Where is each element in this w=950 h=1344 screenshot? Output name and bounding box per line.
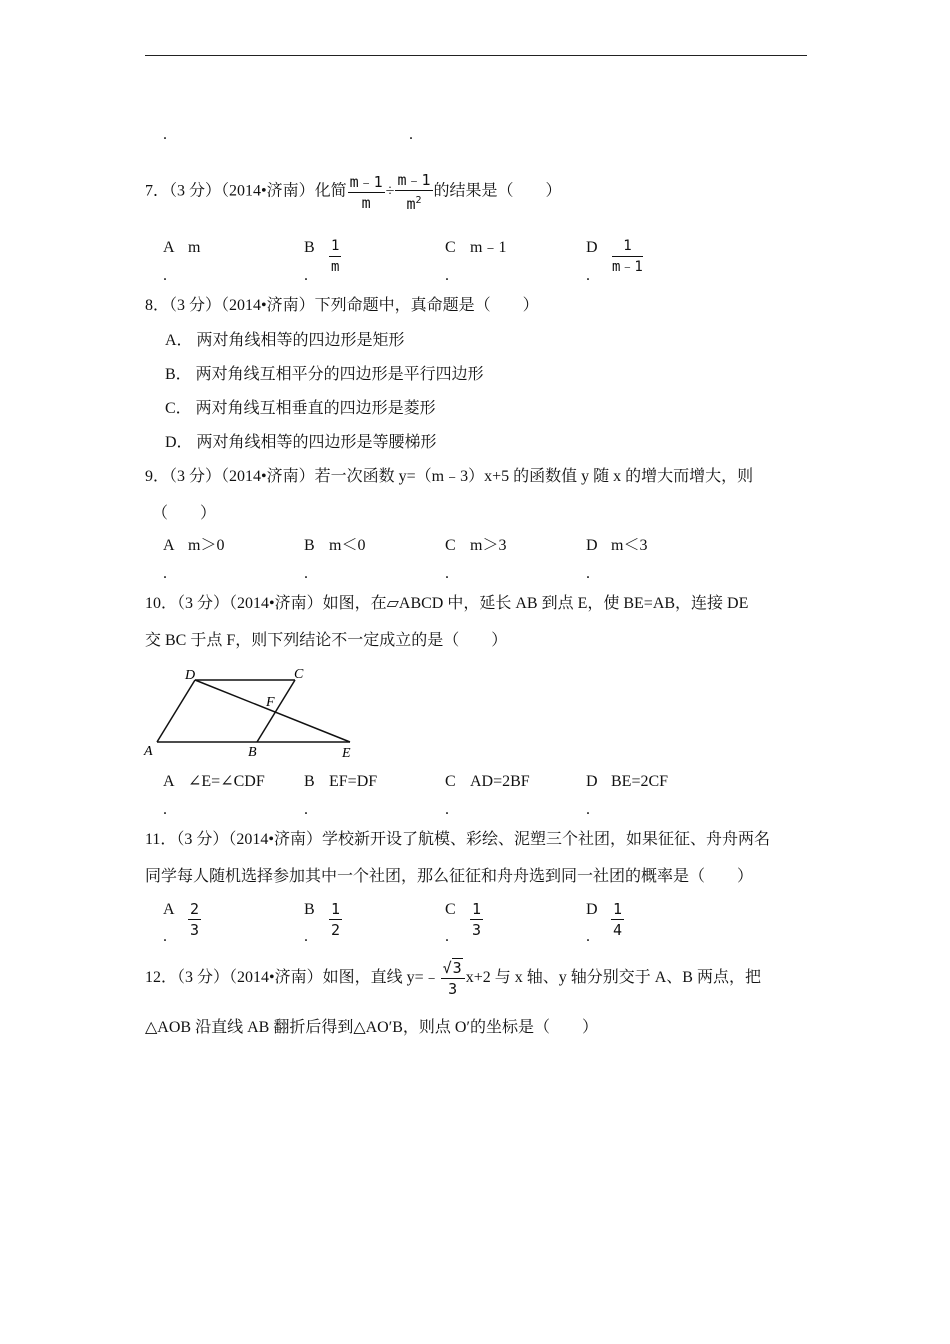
parallelogram-figure bbox=[140, 660, 370, 760]
question-12-stem-line2: △AOB 沿直线 AB 翻折后得到△AO′B，则点 O′的坐标是（ ） bbox=[145, 1019, 598, 1036]
option-dot: . bbox=[586, 267, 590, 284]
q8-choice-d: D． 两对角线相等的四边形是等腰梯形 bbox=[165, 434, 437, 451]
q11-c-num: 1 bbox=[472, 900, 482, 918]
q12-prefix: 12．（3 分）（2014•济南）如图，直线 y=﹣ bbox=[145, 969, 440, 987]
segment-cb bbox=[257, 680, 295, 742]
q7-option-a-letter: A bbox=[163, 239, 175, 256]
question-9-stem-line1: 9．（3 分）（2014•济南）若一次函数 y=（m﹣3）x+5 的函数值 y 随 x 的增大而增大，则 bbox=[145, 468, 754, 485]
option-dot: . bbox=[445, 267, 449, 284]
q11-a-num: 2 bbox=[190, 900, 200, 918]
q7-frac2-den bbox=[395, 191, 432, 214]
q7-fraction-1 bbox=[348, 172, 385, 213]
q11-b-den: 2 bbox=[331, 921, 341, 939]
q10-option-b-text: EF=DF bbox=[329, 773, 378, 790]
q11-option-d-fraction bbox=[611, 899, 624, 940]
q11-c-den: 3 bbox=[472, 921, 482, 939]
q12-radicand: 3 bbox=[452, 959, 462, 977]
q8-choice-a: A． 两对角线相等的四边形是矩形 bbox=[165, 332, 405, 349]
segment-de bbox=[195, 680, 350, 742]
q9-option-d-letter: D bbox=[586, 537, 598, 554]
q9-option-c-letter: C bbox=[445, 537, 456, 554]
option-dot: . bbox=[163, 928, 167, 945]
label-c: C bbox=[294, 667, 304, 682]
option-dot: . bbox=[163, 801, 167, 818]
q7-frac1-num: m﹣1 bbox=[349, 172, 383, 191]
option-dot: . bbox=[163, 267, 167, 284]
question-11-stem-line1: 11．（3 分）（2014•济南）学校新开设了航模、彩绘、泥塑三个社团，如果征征、舟舟两名 bbox=[145, 831, 771, 848]
q12-suffix: x+2 与 x 轴、y 轴分别交于 A、B 两点，把 bbox=[465, 969, 761, 987]
q10-option-d-letter: D bbox=[586, 773, 598, 790]
q11-a-den: 3 bbox=[190, 921, 200, 939]
option-dot: . bbox=[445, 928, 449, 945]
option-dot: . bbox=[445, 801, 449, 818]
label-f: F bbox=[266, 695, 275, 710]
segment-da bbox=[157, 680, 195, 742]
q8-choice-b: B． 两对角线互相平分的四边形是平行四边形 bbox=[165, 366, 484, 383]
q11-b-num: 1 bbox=[331, 900, 341, 918]
q9-option-a-letter: A bbox=[163, 537, 175, 554]
q7-suffix: 的结果是（ ） bbox=[433, 182, 562, 200]
option-dot: . bbox=[586, 801, 590, 818]
q11-option-a-fraction bbox=[188, 899, 201, 940]
stray-dot: . bbox=[409, 126, 413, 143]
q11-option-c-fraction bbox=[470, 899, 483, 940]
q10-option-a-text: ∠E=∠CDF bbox=[188, 773, 265, 790]
q7-option-d-fraction bbox=[612, 236, 643, 277]
q8-choice-c: C． 两对角线互相垂直的四边形是菱形 bbox=[165, 400, 436, 417]
q7-divide: ÷ bbox=[385, 182, 395, 200]
q7-option-c-letter: C bbox=[445, 239, 456, 256]
option-dot: . bbox=[445, 565, 449, 582]
label-d: D bbox=[185, 668, 196, 683]
q7-option-a-text: m bbox=[188, 239, 201, 256]
label-b: B bbox=[248, 745, 257, 760]
q10-option-b-letter: B bbox=[304, 773, 315, 790]
q9-option-a-text: m＞0 bbox=[188, 537, 225, 554]
q11-option-b-letter: B bbox=[304, 901, 315, 918]
q7-d-den: m﹣1 bbox=[612, 259, 643, 275]
question-10-stem-line1: 10．（3 分）（2014•济南）如图，在▱ABCD 中，延长 AB 到点 E，使 BE=AB，连接 DE bbox=[145, 595, 749, 612]
option-dot: . bbox=[586, 565, 590, 582]
q10-option-d-text: BE=2CF bbox=[611, 773, 669, 790]
q7-option-b-letter: B bbox=[304, 239, 315, 256]
q7-frac2-num: m﹣1 bbox=[397, 171, 431, 189]
q9-option-d-text: m＜3 bbox=[611, 537, 648, 554]
q7-option-c-text: m﹣1 bbox=[470, 239, 507, 256]
q7-option-d-letter: D bbox=[586, 239, 598, 256]
q7-b-den: m bbox=[331, 259, 340, 275]
q9-option-b-letter: B bbox=[304, 537, 315, 554]
q7-option-b-fraction bbox=[329, 236, 341, 277]
q11-option-b-fraction bbox=[329, 899, 342, 940]
q12-frac-num: √3 bbox=[441, 958, 465, 979]
question-12-stem-line1 bbox=[145, 958, 761, 999]
header-rule bbox=[145, 55, 807, 56]
question-11-stem-line2: 同学每人随机选择参加其中一个社团，那么征征和舟舟选到同一社团的概率是（ ） bbox=[145, 868, 754, 885]
q7-frac2-den-exp: 2 bbox=[415, 195, 422, 206]
option-dot: . bbox=[304, 928, 308, 945]
question-10-stem-line2: 交 BC 于点 F，则下列结论不一定成立的是（ ） bbox=[145, 632, 508, 649]
question-8-stem: 8．（3 分）（2014•济南）下列命题中，真命题是（ ） bbox=[145, 297, 539, 314]
q10-option-c-text: AD=2BF bbox=[470, 773, 530, 790]
q7-frac2-den-base: m bbox=[406, 195, 416, 213]
q7-d-num: 1 bbox=[612, 236, 643, 257]
q11-option-a-letter: A bbox=[163, 901, 175, 918]
q9-option-c-text: m＞3 bbox=[470, 537, 507, 554]
q11-d-den: 4 bbox=[613, 921, 623, 939]
q7-fraction-2 bbox=[395, 170, 432, 214]
q10-option-a-letter: A bbox=[163, 773, 175, 790]
label-e: E bbox=[342, 746, 351, 760]
question-7-stem bbox=[145, 170, 562, 214]
option-dot: . bbox=[304, 565, 308, 582]
option-dot: . bbox=[163, 565, 167, 582]
q11-option-c-letter: C bbox=[445, 901, 456, 918]
q11-d-num: 1 bbox=[613, 900, 623, 918]
q11-option-d-letter: D bbox=[586, 901, 598, 918]
q10-option-c-letter: C bbox=[445, 773, 456, 790]
question-9-stem-line2: （ ） bbox=[152, 505, 217, 522]
q7-b-num: 1 bbox=[329, 236, 341, 257]
stray-dot: . bbox=[163, 126, 167, 143]
q7-frac1-den: m bbox=[361, 193, 371, 212]
option-dot: . bbox=[304, 267, 308, 284]
option-dot: . bbox=[586, 928, 590, 945]
label-a: A bbox=[144, 744, 153, 759]
q7-prefix: 7．（3 分）（2014•济南）化简 bbox=[145, 182, 347, 200]
option-dot: . bbox=[304, 801, 308, 818]
q12-fraction bbox=[441, 958, 465, 999]
q9-option-b-text: m＜0 bbox=[329, 537, 366, 554]
q12-frac-den: 3 bbox=[448, 980, 458, 998]
